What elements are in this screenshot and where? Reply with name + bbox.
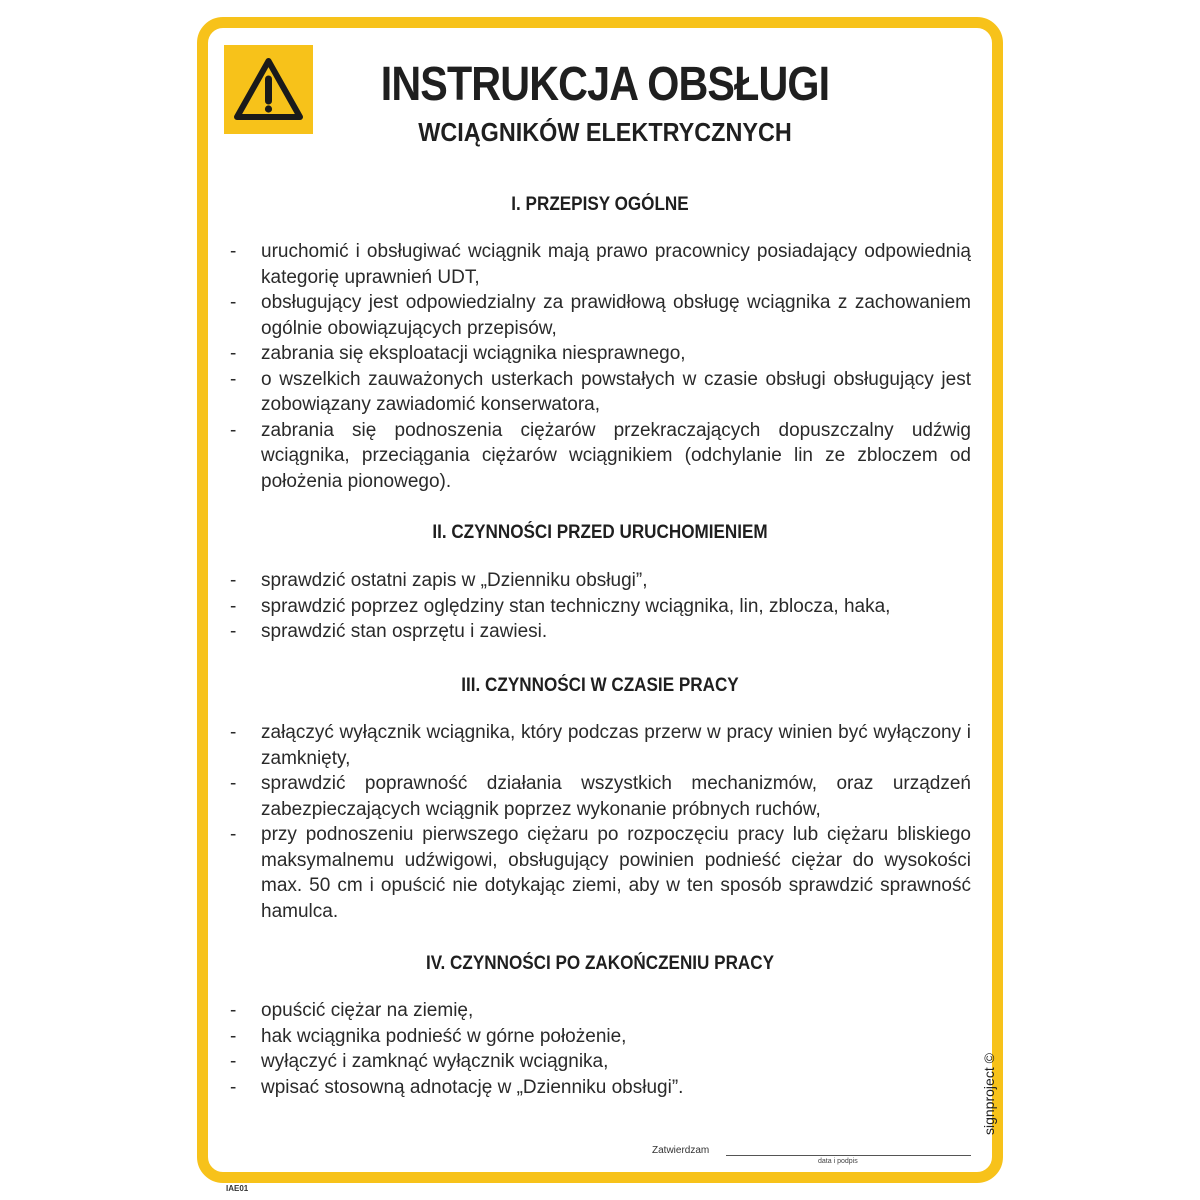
list-item (230, 771, 971, 822)
list-item (230, 594, 971, 620)
dash-marker: - (230, 1025, 237, 1047)
page-subtitle: WCIĄGNIKÓW ELEKTRYCZNYCH (418, 117, 792, 147)
list-item (230, 1024, 971, 1050)
dash-marker: - (230, 595, 237, 617)
section-title-during-work: III. CZYNNOŚCI W CZASIE PRACY (461, 675, 739, 696)
dash-marker: - (230, 241, 237, 262)
dash-marker: - (230, 343, 237, 364)
section-list-before-start (230, 568, 971, 645)
list-item-text: zabrania się podnoszenia ciężarów przekraczających dopuszczalny udźwig wciągnika, przeciągania ciężarów wciągnikiem (odchylanie lin ze zbloczem od położenia pionowego). (261, 419, 971, 492)
page-title: INSTRUKCJA OBSŁUGI (380, 58, 830, 111)
list-item-text: przy podnoszeniu pierwszego ciężaru po rozpoczęciu pracy lub ciężaru bliskiego maksymalnemu udźwigowi, obsługujący powinien podnieść ciężar do wysokości max. 50 cm i opuścić nie dotykając ziemi, aby w ten sposób sprawdzić sprawność hamulca. (261, 824, 971, 922)
list-item-text: sprawdzić ostatni zapis w „Dzienniku obsługi”, (261, 570, 648, 591)
list-item-text: wpisać stosowną adnotację w „Dzienniku obsługi”. (261, 1076, 684, 1098)
brand-mark: signproject © (981, 1053, 997, 1135)
section-list-after-work (230, 998, 971, 1100)
list-item-text: opuścić ciężar na ziemię, (261, 1000, 474, 1021)
dash-marker: - (230, 1076, 237, 1098)
dash-marker: - (230, 621, 237, 642)
product-code: IAE01 (226, 1184, 249, 1193)
dash-marker: - (230, 773, 237, 794)
dash-marker: - (230, 1000, 237, 1021)
dash-marker: - (230, 570, 237, 591)
dash-marker: - (230, 824, 237, 845)
list-item (230, 998, 971, 1024)
approve-label: Zatwierdzam (652, 1145, 710, 1156)
list-item-text: uruchomić i obsługiwać wciągnik mają prawo pracownicy posiadający odpowiednią kategorię uprawnień UDT, (261, 241, 971, 288)
signature-line (726, 1155, 971, 1156)
section-title-general: I. PRZEPISY OGÓLNE (511, 194, 689, 215)
list-item (230, 418, 971, 495)
list-item (230, 1075, 971, 1101)
list-item (230, 822, 971, 924)
list-item (230, 341, 971, 367)
list-item-text: sprawdzić stan osprzętu i zawiesi. (261, 621, 548, 642)
section-title-before-start: II. CZYNNOŚCI PRZED URUCHOMIENIEM (432, 522, 768, 543)
list-item (230, 568, 971, 594)
list-item-text: hak wciągnika podnieść w górne położenie, (261, 1025, 627, 1047)
list-item-text: o wszelkich zauważonych usterkach powstałych w czasie obsługi obsługujący jest zobowiązany zawiadomić konserwatora, (261, 368, 971, 415)
list-item-text: sprawdzić poprawność działania wszystkich mechanizmów, oraz urządzeń zabezpieczających wciągnik poprzez wykonanie próbnych ruchów, (261, 773, 971, 820)
section-list-general (230, 239, 971, 494)
dash-marker: - (230, 292, 237, 313)
list-item (230, 239, 971, 290)
list-item-text: zabrania się eksploatacji wciągnika niesprawnego, (261, 343, 686, 364)
list-item (230, 367, 971, 418)
dash-marker: - (230, 722, 237, 743)
list-item-text: obsługujący jest odpowiedzialny za prawidłową obsługę wciągnika z zachowaniem ogólnie obowiązujących przepisów, (261, 292, 971, 339)
list-item-text: sprawdzić poprzez oględziny stan techniczny wciągnika, lin, zblocza, haka, (261, 595, 891, 617)
list-item (230, 619, 971, 645)
warning-sign (224, 45, 313, 134)
dash-marker: - (230, 1051, 237, 1072)
date-signature-label: data i podpis (818, 1158, 858, 1165)
warning-triangle-icon (224, 45, 313, 134)
list-item (230, 720, 971, 771)
section-list-during-work (230, 720, 971, 924)
list-item-text: załączyć wyłącznik wciągnika, który podczas przerw w pracy winien być wyłączony i zamknięty, (261, 722, 971, 769)
list-item (230, 1049, 971, 1075)
section-title-after-work: IV. CZYNNOŚCI PO ZAKOŃCZENIU PRACY (425, 953, 775, 974)
dash-marker: - (230, 368, 237, 390)
list-item-text: wyłączyć i zamknąć wyłącznik wciągnika, (261, 1051, 609, 1072)
dash-marker: - (230, 419, 237, 441)
list-item (230, 290, 971, 341)
